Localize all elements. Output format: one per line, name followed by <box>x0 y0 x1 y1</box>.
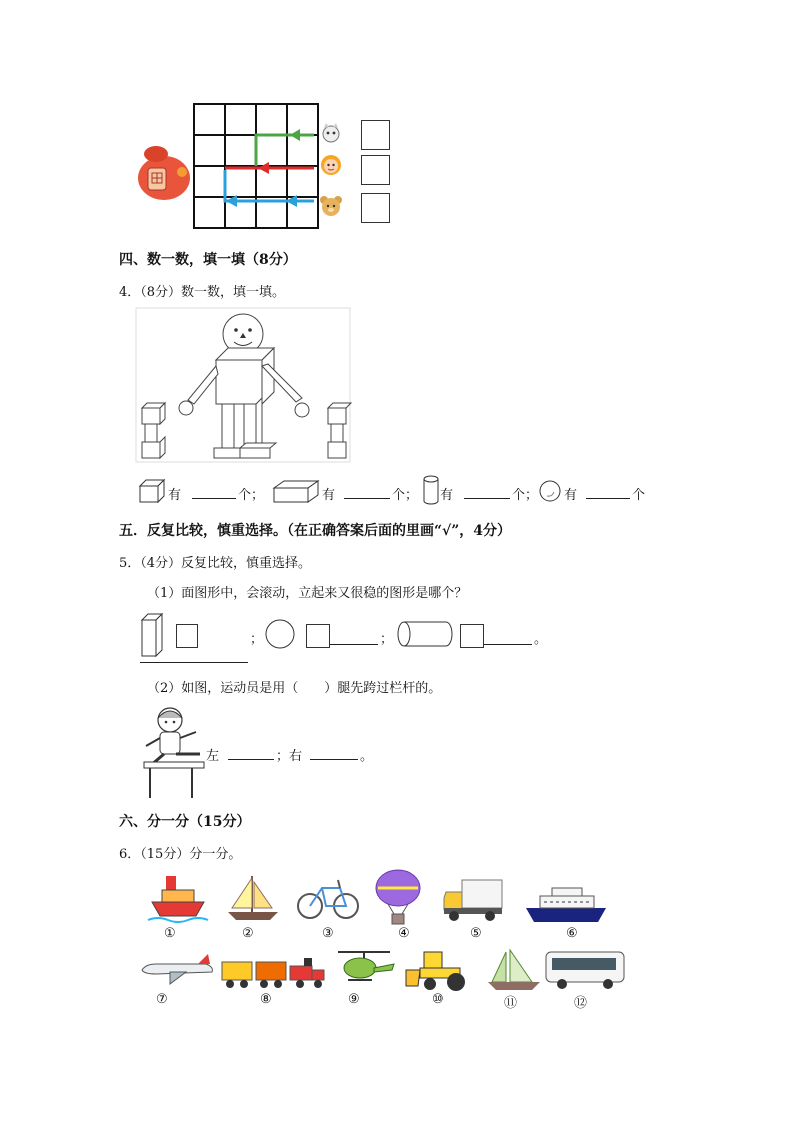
left-label: 左 <box>206 749 220 764</box>
q5-sep2: ； <box>380 632 394 647</box>
cube-count-blank[interactable] <box>192 484 236 499</box>
sailing-ship-icon <box>486 948 542 992</box>
sphere-option-icon <box>264 618 296 650</box>
cube-ge: 个； <box>238 488 265 503</box>
option-box-cylinder[interactable] <box>460 624 484 648</box>
maze-figure <box>134 100 394 234</box>
sphere-count-blank[interactable] <box>586 484 630 499</box>
vehicles-panel <box>136 868 628 1011</box>
vehicle-label: ① <box>164 926 176 941</box>
cat-icon <box>320 122 342 144</box>
answer-box-girl[interactable] <box>361 155 390 185</box>
q5-end2: 。 <box>360 749 374 764</box>
cylinder-lying-icon <box>396 620 456 650</box>
q5-part1: （1）面图形中，会滚动，立起来又很稳的图形是哪个？ <box>147 586 468 601</box>
bicycle-icon <box>296 874 362 926</box>
section4-heading: 四、数一数，填一填（8分） <box>119 252 297 268</box>
vehicle-label: ⑫ <box>574 996 588 1011</box>
helicopter-icon <box>332 948 396 990</box>
sailboat-icon <box>224 872 284 924</box>
vehicle-label: ⑤ <box>470 926 482 941</box>
q6-stem: 6．（15分）分一分。 <box>119 847 242 862</box>
q5-stem: 5．（4分）反复比较，慎重选择。 <box>119 556 312 571</box>
bulldozer-icon <box>404 948 474 992</box>
train-icon <box>220 956 328 992</box>
hurdler-icon <box>136 704 208 800</box>
vehicle-label: ④ <box>398 926 410 941</box>
gift-bag-icon <box>136 142 196 202</box>
sphere-icon <box>538 479 562 503</box>
right-blank[interactable] <box>310 745 358 760</box>
cuboid-ge: 个； <box>392 488 419 503</box>
cylinder-you: 有 <box>440 488 454 503</box>
q4-count-row <box>138 478 678 508</box>
vehicle-label: ⑩ <box>432 992 444 1007</box>
cylinder-ge: 个； <box>512 488 539 503</box>
section5-heading: 五．反复比较，慎重选择。（在正确答案后面的里画“√”，4分） <box>119 523 512 539</box>
q5-answer-row <box>206 745 386 765</box>
option-box-cuboid[interactable] <box>176 624 198 648</box>
cube-icon <box>138 478 166 504</box>
girl-icon <box>319 152 343 178</box>
sphere-ge: 个 <box>632 488 646 503</box>
vehicle-label: ② <box>242 926 254 941</box>
vehicle-label: ⑦ <box>156 992 168 1007</box>
cuboid-you: 有 <box>322 488 336 503</box>
airplane-icon <box>140 952 214 988</box>
option-box-sphere[interactable] <box>306 624 330 648</box>
cylinder-icon <box>422 475 442 505</box>
option-blank-cuboid[interactable] <box>140 648 248 663</box>
truck-icon <box>442 876 504 926</box>
robot-figure <box>136 308 352 464</box>
q4-stem: 4．（8分）数一数，填一填。 <box>119 285 286 300</box>
cuboid-icon <box>272 480 320 504</box>
maze-grid <box>194 104 324 234</box>
vehicle-label: ③ <box>322 926 334 941</box>
vehicle-label: ⑪ <box>504 996 518 1011</box>
cuboid-count-blank[interactable] <box>344 484 390 499</box>
q5-part2: （2）如图，运动员是用（ ）腿先跨过栏杆的。 <box>147 681 442 696</box>
steamboat-icon <box>148 872 208 924</box>
cube-you: 有 <box>168 488 182 503</box>
q5-end1: 。 <box>534 632 548 647</box>
hot-air-balloon-icon <box>372 868 424 926</box>
option-blank-sphere[interactable] <box>330 630 378 645</box>
vehicle-label: ⑨ <box>348 992 360 1007</box>
sphere-you: 有 <box>564 488 578 503</box>
vehicle-label: ⑧ <box>260 992 272 1007</box>
bus-icon <box>544 950 628 990</box>
q5-options-row <box>138 610 558 666</box>
cylinder-count-blank[interactable] <box>464 484 510 499</box>
bear-icon <box>319 194 343 218</box>
q5-sep1: ； <box>250 632 264 647</box>
answer-box-cat[interactable] <box>361 120 390 150</box>
option-blank-cylinder[interactable] <box>484 630 532 645</box>
right-label: ；右 <box>276 749 303 764</box>
section6-heading: 六、分一分（15分） <box>119 814 251 830</box>
answer-box-bear[interactable] <box>361 193 390 223</box>
left-blank[interactable] <box>228 745 274 760</box>
cruise-ship-icon <box>524 882 608 926</box>
vehicle-label: ⑥ <box>566 926 578 941</box>
